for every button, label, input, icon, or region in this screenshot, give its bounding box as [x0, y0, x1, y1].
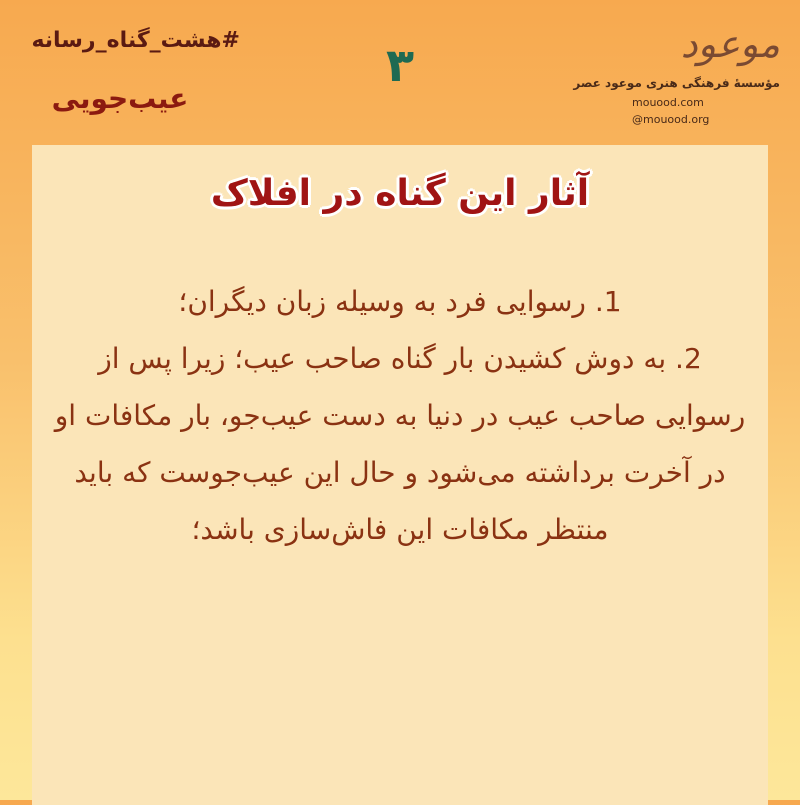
brand-logo [520, 22, 780, 132]
hashtag-label: #هشت_گناه_رسانه [31, 28, 240, 53]
page-number: ۳ [385, 38, 415, 92]
content-card [32, 145, 768, 805]
card-body [54, 273, 746, 558]
list-item: 2. به دوش کشیدن بار گناه صاحب عیب؛ زیرا پس از رسوایی صاحب عیب در دنیا به دست عیب‌جو، بار مکافات او در آخرت برداشته می‌شود و حال این عیب‌جوست که باید منتظر مکافات این فاش‌سازی باشد؛ [54, 342, 746, 546]
card-title: آثار این گناه در افلاک [210, 173, 590, 214]
topic-subtitle: عیب‌جویی [51, 82, 189, 115]
logo-tagline: مؤسسۀ فرهنگی هنری موعود عصر [573, 76, 780, 90]
logo-mark: موعود [680, 22, 780, 66]
list-item: 1. رسوایی فرد به وسیله زبان دیگران؛ [178, 285, 622, 318]
logo-website: mouood.com [632, 96, 704, 109]
logo-social-handle: @mouood.org [632, 113, 710, 126]
